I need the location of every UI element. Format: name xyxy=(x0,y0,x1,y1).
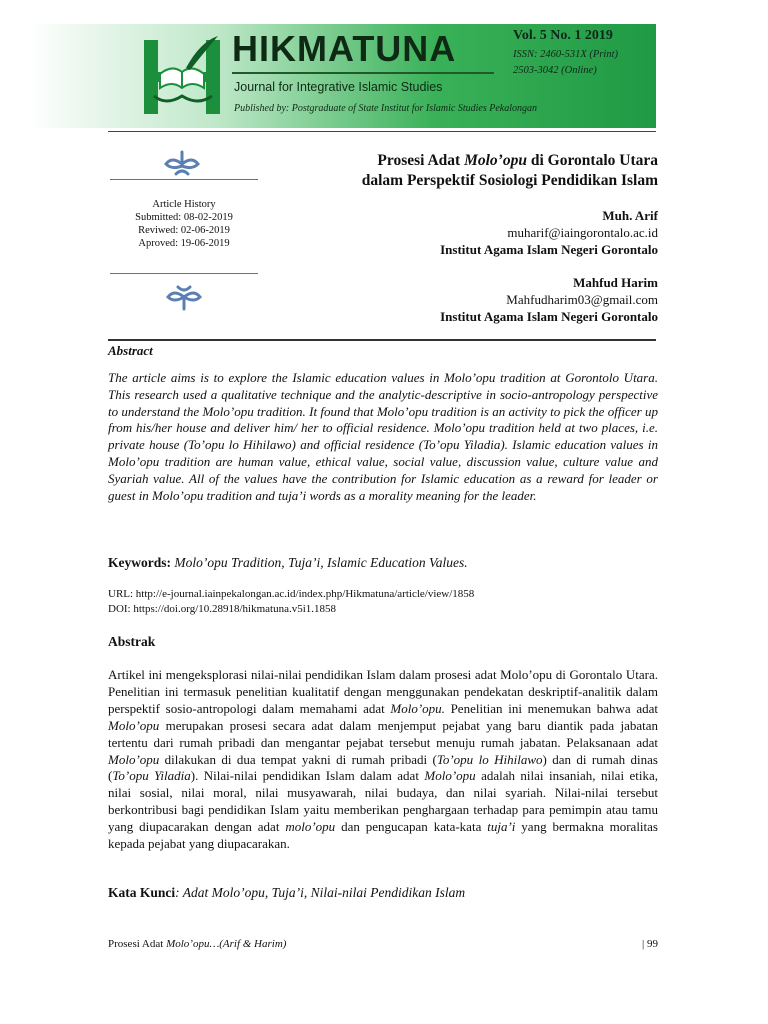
article-url[interactable]: URL: http://e-journal.iainpekalongan.ac.id/index.php/Hikmatuna/article/view/1858 xyxy=(108,588,475,600)
article-links xyxy=(108,587,474,617)
history-submitted: Submitted: 08-02-2019 xyxy=(135,212,233,223)
title-line-1 xyxy=(258,151,658,171)
abstrak-seg: adalah nilai insaniah, nilai etika, nilai sosial, nilai moral, nilai musyawarah, nilai budaya, dan nilai syariah. Nilai-nilai tersebut berkontribusi bagi pendidikan Islam yaitu memberikan penghargaan terhadap para pemimpin atau tamu yang diupacarakan dengan adat xyxy=(108,768,658,835)
abstrak-italic: To’opu Yiladia xyxy=(112,768,191,784)
katakunci-label: Kata Kunci xyxy=(108,885,176,900)
footer-italic: Molo’opu…(Arif & Harim) xyxy=(166,938,287,950)
abstrak-seg: ). Nilai-nilai pendidikan Islam dalam adat xyxy=(190,768,425,784)
abstract-text: The article aims is to explore the Islamic education values in Molo’opu tradition at Gorontolo Utara. This research used a qualitative technique and the analytic-descriptive in socio-antropology perspective to understand the Molo’opu tradition. It found that Molo’opu tradition is an activity to pick the officer up from his/her house and deliver him/ her to official residence. Molo’opu tradition held at two places, i.e. private house (To’opu lo Hihilawo) and official residence (To’opu Yiladia). Islamic education values in Molo’opu tradition are human value, ethical value, social value, discussion value, culture value and Syariah value. All of the values have the contribution for Islamic education as a reward for leader or guest in Molo’opu tradition and tuja’i words as a morality meaning for the leader. xyxy=(108,370,658,503)
abstrak-italic: To’opu lo Hihilawo xyxy=(436,751,543,767)
article-history xyxy=(110,198,258,250)
running-footer xyxy=(108,938,286,950)
abstrak-seg: dilakukan di dua tempat yakni di rumah pribadi ( xyxy=(159,751,437,767)
katakunci-value: : Adat Molo’opu, Tuja’i, Nilai-nilai Pendidikan Islam xyxy=(175,885,466,900)
history-heading: Article History xyxy=(152,199,216,210)
footer-prefix: Prosesi Adat xyxy=(108,938,167,950)
author-name: Mahfud Harim xyxy=(573,275,658,290)
abstrak-seg: Artikel ini mengeksplorasi nilai-nilai pendidikan Islam dalam prosesi adat Molo’opu di Gorontalo Utara. Penelitian ini termasuk penelitian kualitatif dengan menggunakan pendekatan deskriptif-analitik dalam perspektif sosio-antropologi dalam memahami adat xyxy=(108,667,658,716)
abstrak-seg: yang bermakna moralitas kepada pejabat yang diupacarakan. xyxy=(108,819,658,852)
keywords-value: Molo’opu Tradition, Tuja’i, Islamic Education Values. xyxy=(171,555,468,570)
title-part-2: di Gorontalo Utara xyxy=(526,152,658,169)
issn-online: 2503-3042 (Online) xyxy=(513,65,597,76)
abstrak-italic: Molo’opu xyxy=(424,768,476,784)
abstrak-italic: Molo’opu xyxy=(108,751,160,767)
history-rule-top xyxy=(110,179,258,180)
abstrak-text xyxy=(108,667,658,853)
author-name: Muh. Arif xyxy=(602,208,658,223)
journal-brand: HIKMATUNA xyxy=(232,28,457,69)
history-approved: Aproved: 19-06-2019 xyxy=(138,238,230,249)
abstrak-seg: Penelitian ini menemukan bahwa adat xyxy=(444,700,658,716)
journal-issn xyxy=(513,47,618,79)
history-reviewed: Reviwed: 02-06-2019 xyxy=(138,225,230,236)
author-email: muharif@iaingorontalo.ac.id xyxy=(507,225,658,240)
abstrak-seg: ) dan di rumah dinas ( xyxy=(108,751,658,784)
author-email: Mahfudharim03@gmail.com xyxy=(506,292,658,307)
page-number: | 99 xyxy=(642,938,658,950)
history-rule-bottom xyxy=(110,273,258,274)
kata-kunci xyxy=(108,885,465,901)
abstract-heading: Abstract xyxy=(108,343,153,358)
article-title xyxy=(258,151,658,191)
article-doi[interactable]: DOI: https://doi.org/10.28918/hikmatuna.v5i1.1858 xyxy=(108,603,337,615)
author-1 xyxy=(278,207,658,258)
abstrak-seg: dan pengucapan kata-kata xyxy=(335,819,488,835)
author-institution: Institut Agama Islam Negeri Gorontalo xyxy=(440,242,658,257)
abstrak-seg: merupakan prosesi secara adat dalam menjemput pejabat yang baru diantik pada jabatan tertentu dari rumah pribadi dan mengantar pejabat tersebut menuju rumah jabatan. Pelaksanaan adat xyxy=(108,717,658,750)
journal-logo-icon xyxy=(140,32,226,118)
flourish-top-icon xyxy=(158,150,206,176)
abstrak-italic: Molo’opu. xyxy=(390,700,445,716)
journal-volume: Vol. 5 No. 1 2019 xyxy=(513,28,613,43)
flourish-bottom-icon xyxy=(160,285,208,311)
header-divider xyxy=(108,131,656,132)
abstrak-heading: Abstrak xyxy=(108,634,156,649)
journal-publisher: Published by: Postgraduate of State Institut for Islamic Studies Pekalongan xyxy=(234,103,538,114)
abstrak-italic: molo’opu xyxy=(285,819,336,835)
title-part-1: Prosesi Adat xyxy=(377,152,465,169)
journal-subtitle: Journal for Integrative Islamic Studies xyxy=(234,80,443,94)
keywords xyxy=(108,555,468,571)
abstract-divider xyxy=(108,339,656,341)
author-2 xyxy=(278,274,658,325)
abstrak-italic: tuja’i xyxy=(487,819,516,835)
title-line-2: dalam Perspektif Sosiologi Pendidikan Islam xyxy=(361,172,658,189)
issn-print: ISSN: 2460-531X (Print) xyxy=(513,49,618,60)
abstrak-italic: Molo’opu xyxy=(108,717,160,733)
brand-underline xyxy=(232,72,494,74)
keywords-label: Keywords: xyxy=(108,555,171,570)
title-italic: Molo’opu xyxy=(464,152,527,169)
author-institution: Institut Agama Islam Negeri Gorontalo xyxy=(440,309,658,324)
